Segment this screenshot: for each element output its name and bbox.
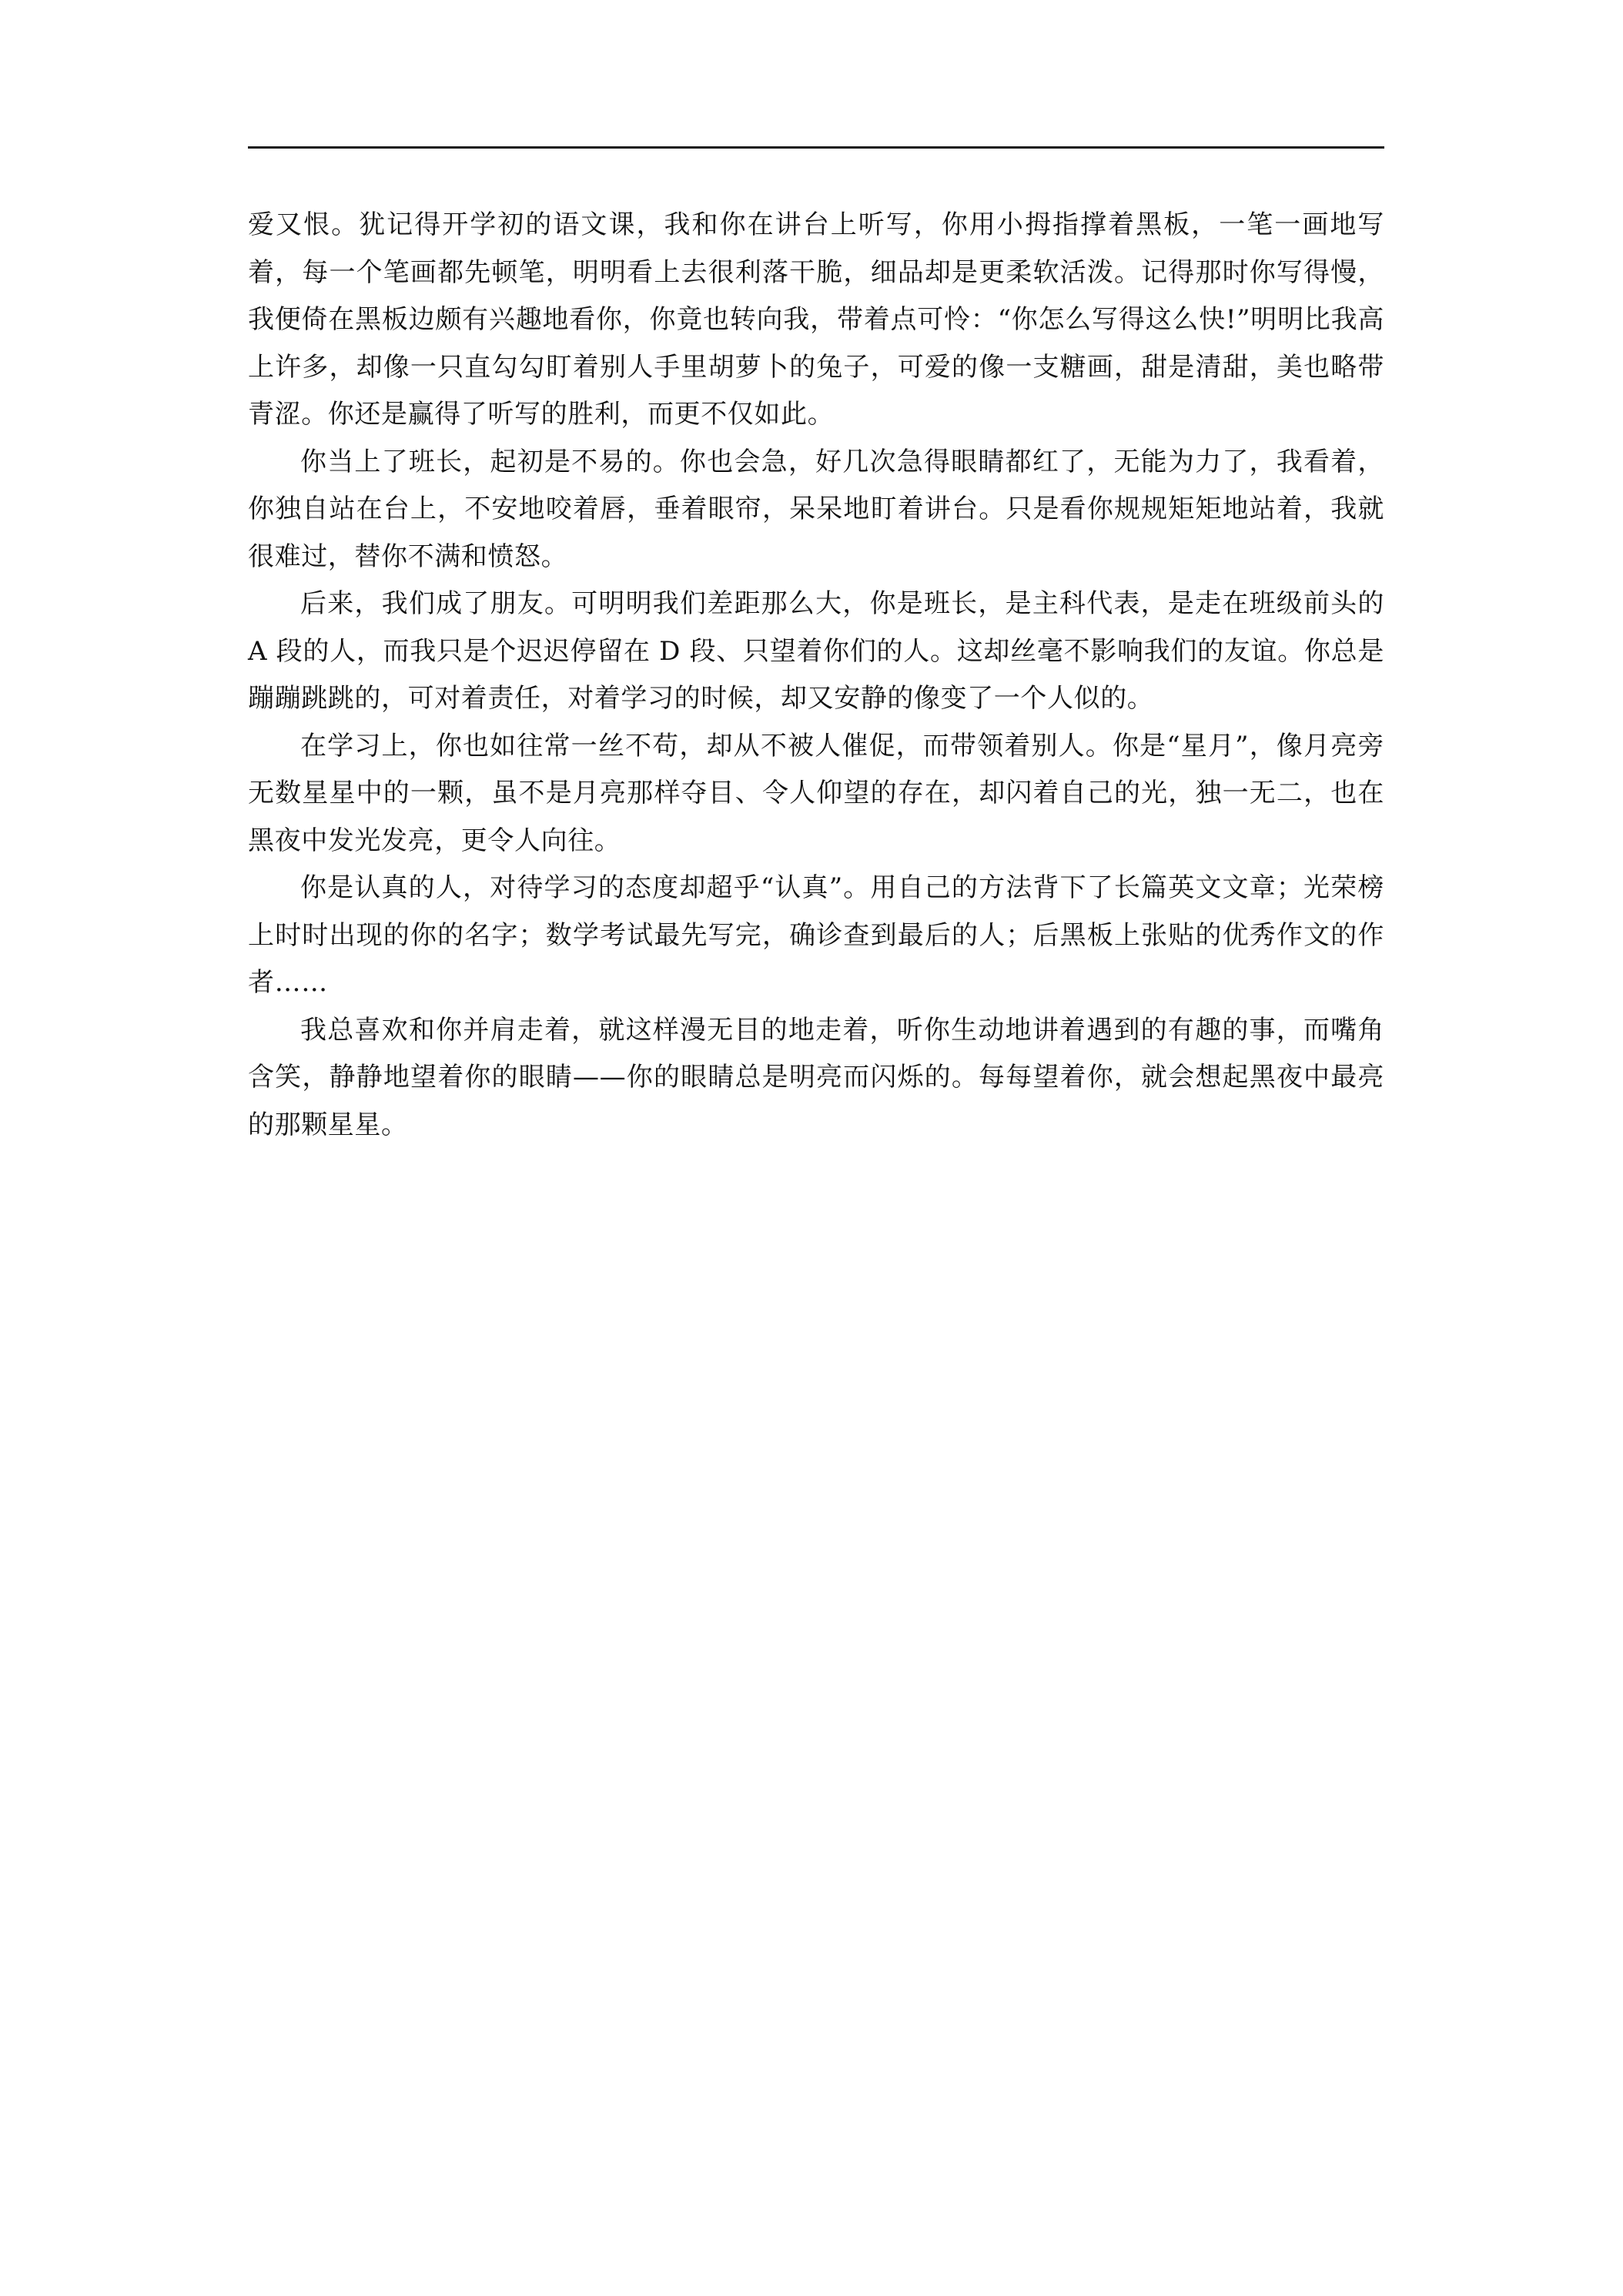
paragraph-3: 后来，我们成了朋友。可明明我们差距那么大，你是班长，是主科代表，是走在班级前头的 A 段的人，而我只是个迟迟停留在 D 段、只望着你们的人。这却丝毫不影响我们的友谊。你总是蹦蹦跳跳的，可对着责任，对着学习的时候，却又安静的像变了一个人似的。 xyxy=(248,588,1384,714)
essay-body xyxy=(248,202,1384,1149)
paragraph-1: 爱又恨。犹记得开学初的语文课，我和你在讲台上听写，你用小拇指撑着黑板，一笔一画地写着，每一个笔画都先顿笔，明明看上去很利落干脆，细品却是更柔软活泼。记得那时你写得慢，我便倚在黑板边颇有兴趣地看你，你竟也转向我，带着点可怜：“你怎么写得这么快!”明明比我高上许多，却像一只直勾勾盯着别人手里胡萝卜的兔子，可爱的像一支糖画，甜是清甜，美也略带青涩。你还是赢得了听写的胜利，而更不仅如此。 xyxy=(248,209,1384,430)
paragraph-4: 在学习上，你也如往常一丝不苟，却从不被人催促，而带领着别人。你是“星月”，像月亮旁无数星星中的一颗，虽不是月亮那样夺目、令人仰望的存在，却闪着自己的光，独一无二，也在黑夜中发光发亮，更令人向往。 xyxy=(248,730,1384,856)
paragraph-2: 你当上了班长，起初是不易的。你也会急，好几次急得眼睛都红了，无能为力了，我看着，你独自站在台上，不安地咬着唇，垂着眼帘，呆呆地盯着讲台。只是看你规规矩矩地站着，我就很难过，替你不满和愤怒。 xyxy=(248,446,1384,572)
paragraph-5: 你是认真的人，对待学习的态度却超乎“认真”。用自己的方法背下了长篇英文文章；光荣榜上时时出现的你的名字；数学考试最先写完，确诊查到最后的人；后黑板上张贴的优秀作文的作者…… xyxy=(248,872,1384,998)
paragraph-6: 我总喜欢和你并肩走着，就这样漫无目的地走着，听你生动地讲着遇到的有趣的事，而嘴角含笑，静静地望着你的眼睛——你的眼睛总是明亮而闪烁的。每每望着你，就会想起黑夜中最亮的那颗星星。 xyxy=(248,1014,1384,1140)
header-rule xyxy=(248,146,1384,149)
